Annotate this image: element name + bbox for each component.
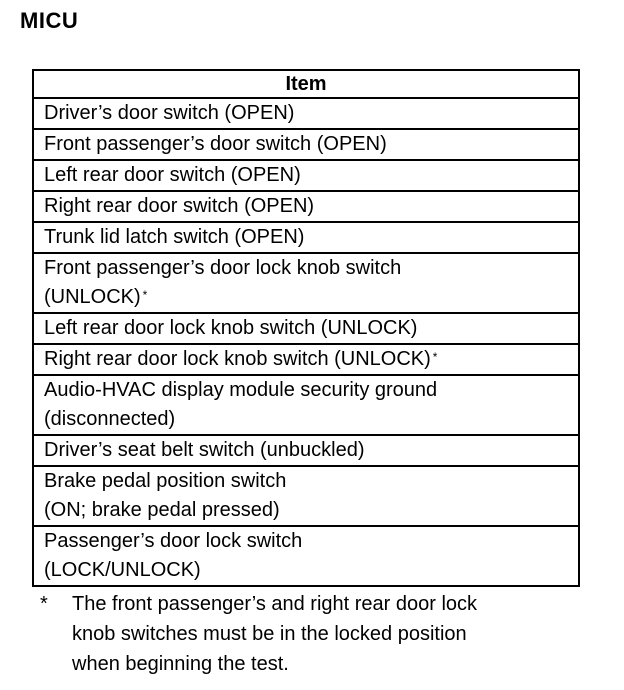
table-row <box>33 466 579 526</box>
table-row <box>33 253 579 313</box>
table-row <box>33 160 579 191</box>
item-cell <box>33 313 579 344</box>
item-line: Audio-HVAC display module security ground <box>44 379 438 401</box>
item-cell <box>33 253 579 313</box>
table-row <box>33 98 579 129</box>
item-cell <box>33 466 579 526</box>
table-row <box>33 222 579 253</box>
item-line: Left rear door switch (OPEN) <box>44 164 301 186</box>
item-line: Front passenger’s door lock knob switch <box>44 257 402 279</box>
section-heading: MICU <box>20 8 79 33</box>
table-body <box>33 98 579 586</box>
table-row <box>33 526 579 586</box>
item-cell <box>33 344 579 375</box>
table-row <box>33 344 579 375</box>
item-cell <box>33 129 579 160</box>
table-row <box>33 129 579 160</box>
item-line: Trunk lid latch switch (OPEN) <box>44 226 305 248</box>
item-line: (disconnected) <box>44 408 176 430</box>
item-line: Front passenger’s door switch (OPEN) <box>44 133 387 155</box>
footnote-reference: * <box>142 288 148 302</box>
item-table <box>32 69 580 587</box>
item-line: Driver’s seat belt switch (unbuckled) <box>44 439 365 461</box>
item-line: (UNLOCK) <box>44 286 141 308</box>
footnote-marker: * <box>40 593 48 615</box>
item-cell <box>33 222 579 253</box>
item-cell <box>33 526 579 586</box>
item-line: Driver’s door switch (OPEN) <box>44 102 295 124</box>
item-line: (ON; brake pedal pressed) <box>44 499 280 521</box>
item-line: Right rear door lock knob switch (UNLOCK) <box>44 348 431 370</box>
item-line: Left rear door lock knob switch (UNLOCK) <box>44 317 418 339</box>
table-row <box>33 191 579 222</box>
table-row <box>33 435 579 466</box>
footnote-text: The front passenger’s and right rear door lock knob switches must be in the locked position when beginning the test. <box>72 593 478 675</box>
item-line: Right rear door switch (OPEN) <box>44 195 315 217</box>
column-header-item: Item <box>33 70 579 98</box>
item-line: Passenger’s door lock switch <box>44 530 303 552</box>
item-cell <box>33 191 579 222</box>
table-row <box>33 313 579 344</box>
item-cell <box>33 160 579 191</box>
item-line: (LOCK/UNLOCK) <box>44 559 201 581</box>
item-cell <box>33 98 579 129</box>
item-cell <box>33 375 579 435</box>
item-line: Brake pedal position switch <box>44 470 287 492</box>
table-header-row <box>33 70 579 98</box>
item-cell <box>33 435 579 466</box>
table-row <box>33 375 579 435</box>
footnote-reference: * <box>432 350 438 364</box>
